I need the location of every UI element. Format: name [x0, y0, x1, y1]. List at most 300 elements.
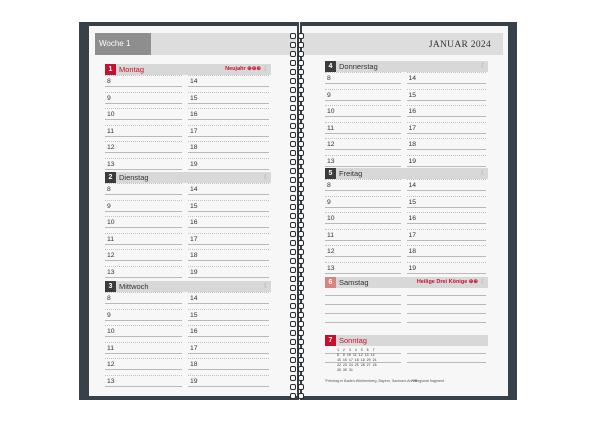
- ring-left: [290, 123, 296, 129]
- half-hour-line: [105, 375, 182, 376]
- ring-left: [290, 258, 296, 264]
- ring-left: [290, 186, 296, 192]
- hour-line: [188, 320, 269, 321]
- hour-line: [188, 369, 269, 370]
- day-number: 7: [325, 335, 336, 346]
- moon-phase-icon: ☾: [480, 170, 487, 177]
- half-hour-line: [325, 105, 401, 106]
- ring-right: [298, 96, 304, 102]
- ring-right: [298, 123, 304, 129]
- half-hour-line: [407, 229, 487, 230]
- half-hour-line: [325, 212, 401, 213]
- hour-line: [407, 100, 487, 101]
- day-name: Montag: [119, 65, 145, 74]
- half-hour-line: [105, 125, 182, 126]
- half-hour-line: [188, 216, 269, 217]
- hour-label: 8: [107, 78, 111, 85]
- hour-label: 10: [107, 219, 115, 226]
- ring-right: [298, 141, 304, 147]
- ring-right: [298, 177, 304, 183]
- half-hour-line: [105, 183, 182, 184]
- ring-right: [298, 312, 304, 318]
- half-hour-line: [188, 325, 269, 326]
- half-hour-line: [105, 342, 182, 343]
- half-hour-line: [188, 375, 269, 376]
- ring-right: [298, 303, 304, 309]
- hour-line: [188, 260, 269, 261]
- hour-label: 13: [327, 157, 335, 165]
- ring-left: [290, 159, 296, 165]
- hour-label: 19: [408, 264, 417, 272]
- month-title: JANUAR 2024: [428, 40, 491, 50]
- spiral-ring: [290, 348, 304, 354]
- spiral-ring: [290, 186, 304, 192]
- note-line: [407, 322, 487, 323]
- ring-left: [290, 339, 296, 345]
- ring-left: [290, 51, 296, 57]
- half-hour-line: [325, 72, 401, 73]
- ring-right: [298, 33, 304, 39]
- hour-line: [105, 386, 182, 387]
- half-hour-line: [105, 158, 182, 159]
- day-block: [105, 281, 271, 389]
- hour-label: 12: [327, 248, 335, 255]
- hour-line: [188, 386, 269, 387]
- spiral-ring: [290, 249, 304, 255]
- ring-left: [290, 204, 296, 210]
- hour-line: [325, 100, 401, 101]
- holiday-label: Neujahr ⊕⊕⊕: [225, 66, 261, 72]
- hour-line: [105, 194, 182, 195]
- spiral-ring: [290, 357, 304, 363]
- hour-label: 8: [107, 186, 111, 193]
- hour-label: 17: [190, 127, 198, 135]
- hour-line: [325, 207, 401, 208]
- spiral-ring: [290, 177, 304, 183]
- spiral-ring: [290, 276, 304, 282]
- ring-right: [298, 321, 304, 327]
- hour-label: 9: [327, 91, 331, 99]
- half-hour-line: [407, 122, 487, 123]
- hour-label: 8: [327, 75, 331, 82]
- ring-left: [290, 222, 296, 228]
- ring-left: [290, 42, 296, 48]
- moon-phase-icon: ☾: [263, 283, 270, 290]
- half-hour-line: [407, 262, 487, 263]
- note-line: [325, 304, 401, 305]
- half-hour-line: [105, 108, 182, 109]
- half-hour-line: [105, 325, 182, 326]
- day-number: 5: [325, 168, 336, 179]
- ring-right: [298, 240, 304, 246]
- half-hour-line: [188, 358, 269, 359]
- hour-line: [407, 240, 487, 241]
- week-label: Woche 1: [95, 33, 151, 55]
- ring-right: [298, 204, 304, 210]
- ring-right: [298, 222, 304, 228]
- day-header: [325, 277, 488, 288]
- hour-line: [188, 169, 269, 170]
- hour-line: [188, 277, 269, 278]
- moon-phase-icon: ☾: [480, 279, 487, 286]
- half-hour-line: [407, 72, 487, 73]
- hour-label: 13: [327, 264, 335, 272]
- ring-left: [290, 357, 296, 363]
- ring-left: [290, 240, 296, 246]
- hour-line: [105, 86, 182, 87]
- spiral-ring: [290, 393, 304, 399]
- hour-line: [188, 103, 269, 104]
- hour-line: [188, 194, 269, 195]
- day-header: [325, 335, 488, 346]
- ring-left: [290, 276, 296, 282]
- hour-label: 14: [190, 78, 198, 85]
- spiral-ring: [290, 33, 304, 39]
- hour-label: 17: [190, 235, 198, 243]
- hour-label: 17: [408, 231, 417, 239]
- ring-left: [290, 78, 296, 84]
- ring-right: [298, 78, 304, 84]
- hour-label: 12: [107, 144, 115, 151]
- hour-label: 15: [190, 202, 198, 210]
- spiral-ring: [290, 231, 304, 237]
- hour-line: [325, 133, 401, 134]
- hour-line: [407, 273, 487, 274]
- ring-left: [290, 177, 296, 183]
- half-hour-line: [325, 179, 401, 180]
- hour-line: [188, 211, 269, 212]
- hour-label: 11: [107, 235, 115, 243]
- spiral-ring: [290, 51, 304, 57]
- hour-line: [105, 119, 182, 120]
- hour-label: 18: [190, 144, 198, 151]
- hour-label: 11: [327, 231, 335, 239]
- half-hour-line: [188, 200, 269, 201]
- hour-label: 15: [190, 311, 198, 319]
- hour-line: [105, 136, 182, 137]
- hour-line: [325, 190, 401, 191]
- hour-label: 11: [107, 127, 115, 135]
- hour-label: 19: [190, 268, 198, 276]
- ring-left: [290, 141, 296, 147]
- note-line: [407, 362, 487, 363]
- note-line: [325, 322, 401, 323]
- spiral-ring: [290, 60, 304, 66]
- ring-left: [290, 321, 296, 327]
- half-hour-line: [105, 233, 182, 234]
- spiral-ring: [290, 240, 304, 246]
- hour-label: 12: [107, 252, 115, 259]
- hour-label: 18: [408, 248, 417, 255]
- hour-line: [105, 152, 182, 153]
- hour-line: [105, 369, 182, 370]
- half-hour-line: [407, 212, 487, 213]
- hour-label: 9: [107, 202, 111, 210]
- ring-left: [290, 105, 296, 111]
- note-line: [407, 313, 487, 314]
- hour-label: 10: [327, 215, 335, 222]
- note-line: [407, 304, 487, 305]
- hour-label: 9: [107, 94, 111, 102]
- spiral-ring: [290, 285, 304, 291]
- half-hour-line: [105, 266, 182, 267]
- hour-line: [105, 303, 182, 304]
- ring-left: [290, 294, 296, 300]
- ring-right: [298, 132, 304, 138]
- ring-right: [298, 267, 304, 273]
- hour-label: 10: [107, 111, 115, 118]
- hour-line: [407, 83, 487, 84]
- hour-label: 9: [107, 311, 111, 319]
- hour-label: 14: [190, 186, 198, 193]
- ring-right: [298, 114, 304, 120]
- day-number: 2: [105, 172, 116, 183]
- hour-line: [188, 303, 269, 304]
- day-name: Mittwoch: [119, 282, 149, 291]
- hour-label: 16: [190, 328, 198, 335]
- ring-left: [290, 132, 296, 138]
- ring-right: [298, 150, 304, 156]
- hour-label: 18: [190, 252, 198, 259]
- half-hour-line: [407, 196, 487, 197]
- spiral-ring: [290, 105, 304, 111]
- hour-line: [407, 190, 487, 191]
- hour-line: [105, 260, 182, 261]
- half-hour-line: [188, 141, 269, 142]
- ring-left: [290, 312, 296, 318]
- ring-left: [290, 114, 296, 120]
- ring-left: [290, 366, 296, 372]
- hour-label: 15: [408, 198, 417, 206]
- spiral-ring: [290, 222, 304, 228]
- hour-line: [188, 227, 269, 228]
- ring-right: [298, 186, 304, 192]
- day-header: [325, 168, 488, 179]
- half-hour-line: [188, 233, 269, 234]
- spiral-ring: [290, 87, 304, 93]
- day-number: 6: [325, 277, 336, 288]
- hour-line: [325, 240, 401, 241]
- half-hour-line: [188, 183, 269, 184]
- ring-right: [298, 339, 304, 345]
- half-hour-line: [188, 158, 269, 159]
- half-hour-line: [325, 262, 401, 263]
- ring-left: [290, 231, 296, 237]
- ring-right: [298, 375, 304, 381]
- hour-line: [188, 152, 269, 153]
- spiral-ring: [290, 366, 304, 372]
- ring-left: [290, 249, 296, 255]
- day-number: 3: [105, 281, 116, 292]
- spiral-ring: [290, 141, 304, 147]
- day-name: Sonntag: [339, 336, 367, 345]
- hour-line: [188, 336, 269, 337]
- hour-label: 12: [107, 361, 115, 368]
- footnote-right: ²⁰Regional fragment: [412, 379, 445, 383]
- hour-label: 10: [107, 328, 115, 335]
- ring-right: [298, 285, 304, 291]
- ring-right: [298, 159, 304, 165]
- moon-phase-icon: ☾: [263, 174, 270, 181]
- hour-label: 17: [190, 344, 198, 352]
- spiral-ring: [290, 168, 304, 174]
- hour-line: [325, 83, 401, 84]
- ring-left: [290, 375, 296, 381]
- half-hour-line: [188, 249, 269, 250]
- spiral-ring: [290, 123, 304, 129]
- hour-line: [325, 166, 401, 167]
- half-hour-line: [407, 245, 487, 246]
- moon-phase-icon: ☾: [480, 63, 487, 70]
- day-name: Dienstag: [119, 173, 149, 182]
- half-hour-line: [325, 245, 401, 246]
- half-hour-line: [188, 125, 269, 126]
- hour-line: [105, 169, 182, 170]
- hour-line: [188, 244, 269, 245]
- hour-line: [325, 149, 401, 150]
- spiral-ring: [290, 132, 304, 138]
- ring-left: [290, 195, 296, 201]
- hour-label: 13: [107, 160, 115, 168]
- day-header: [325, 61, 488, 72]
- ring-right: [298, 348, 304, 354]
- day-header: [105, 172, 271, 183]
- spiral-ring: [290, 384, 304, 390]
- half-hour-line: [188, 266, 269, 267]
- footnote-left: ¹Feiertag in Baden-Württemberg, Bayern, Sachsen-Anhalt: [325, 379, 418, 383]
- half-hour-line: [105, 309, 182, 310]
- half-hour-line: [188, 75, 269, 76]
- note-line: [325, 313, 401, 314]
- hour-line: [105, 336, 182, 337]
- spiral-ring: [290, 42, 304, 48]
- ring-right: [298, 51, 304, 57]
- hour-label: 9: [327, 198, 331, 206]
- half-hour-line: [105, 141, 182, 142]
- ring-left: [290, 150, 296, 156]
- ring-right: [298, 249, 304, 255]
- hour-label: 18: [190, 361, 198, 368]
- spiral-ring: [290, 96, 304, 102]
- hour-label: 14: [408, 182, 417, 189]
- hour-label: 18: [408, 141, 417, 148]
- hour-label: 8: [327, 182, 331, 189]
- hour-line: [325, 223, 401, 224]
- hour-label: 19: [190, 160, 198, 168]
- ring-right: [298, 168, 304, 174]
- hour-line: [105, 103, 182, 104]
- spiral-ring: [290, 69, 304, 75]
- hour-label: 11: [107, 344, 115, 352]
- mini-calendar: 1 2 3 4 5 6 7 8 9 10 11 12 13 14 15 16 17 18 19 20 21 22 23 24 25 26 27 28 29 30 31: [337, 348, 377, 372]
- spiral-ring: [290, 303, 304, 309]
- ring-right: [298, 276, 304, 282]
- half-hour-line: [325, 138, 401, 139]
- note-line: [407, 295, 487, 296]
- hour-line: [105, 320, 182, 321]
- hour-label: 10: [327, 108, 335, 115]
- hour-line: [105, 227, 182, 228]
- hour-line: [407, 256, 487, 257]
- hour-line: [325, 273, 401, 274]
- hour-line: [325, 256, 401, 257]
- spiral-ring: [290, 78, 304, 84]
- hour-label: 19: [190, 377, 198, 385]
- hour-line: [105, 211, 182, 212]
- ring-right: [298, 60, 304, 66]
- ring-left: [290, 96, 296, 102]
- half-hour-line: [407, 179, 487, 180]
- spiral-ring: [290, 267, 304, 273]
- half-hour-line: [105, 358, 182, 359]
- half-hour-line: [325, 155, 401, 156]
- hour-line: [105, 277, 182, 278]
- hour-label: 15: [408, 91, 417, 99]
- half-hour-line: [105, 92, 182, 93]
- hour-label: 14: [190, 295, 198, 302]
- ring-left: [290, 87, 296, 93]
- half-hour-line: [105, 200, 182, 201]
- ring-left: [290, 303, 296, 309]
- half-hour-line: [325, 122, 401, 123]
- ring-right: [298, 330, 304, 336]
- day-block: [105, 64, 271, 172]
- half-hour-line: [105, 216, 182, 217]
- half-hour-line: [105, 75, 182, 76]
- hour-label: 12: [327, 141, 335, 148]
- half-hour-line: [325, 196, 401, 197]
- half-hour-line: [188, 292, 269, 293]
- ring-right: [298, 231, 304, 237]
- spiral-ring: [290, 321, 304, 327]
- ring-right: [298, 87, 304, 93]
- hour-line: [105, 244, 182, 245]
- day-block: [325, 168, 488, 275]
- hour-line: [407, 116, 487, 117]
- day-name: Donnerstag: [339, 62, 378, 71]
- hour-label: 13: [107, 377, 115, 385]
- half-hour-line: [188, 342, 269, 343]
- spiral-ring: [290, 375, 304, 381]
- ring-right: [298, 393, 304, 399]
- spiral-ring: [290, 204, 304, 210]
- hour-label: 16: [190, 111, 198, 118]
- ring-right: [298, 258, 304, 264]
- ring-right: [298, 105, 304, 111]
- hour-label: 16: [190, 219, 198, 226]
- day-block: [325, 277, 488, 327]
- day-number: 4: [325, 61, 336, 72]
- hour-label: 17: [408, 124, 417, 132]
- hour-label: 11: [327, 124, 335, 132]
- ring-left: [290, 213, 296, 219]
- spiral-ring: [290, 114, 304, 120]
- ring-left: [290, 168, 296, 174]
- half-hour-line: [407, 89, 487, 90]
- ring-left: [290, 60, 296, 66]
- half-hour-line: [105, 249, 182, 250]
- spiral-ring: [290, 330, 304, 336]
- day-number: 1: [105, 64, 116, 75]
- hour-label: 13: [107, 268, 115, 276]
- hour-label: 19: [408, 157, 417, 165]
- hour-line: [188, 136, 269, 137]
- hour-label: 8: [107, 295, 111, 302]
- ring-left: [290, 69, 296, 75]
- ring-right: [298, 357, 304, 363]
- ring-right: [298, 195, 304, 201]
- ring-left: [290, 330, 296, 336]
